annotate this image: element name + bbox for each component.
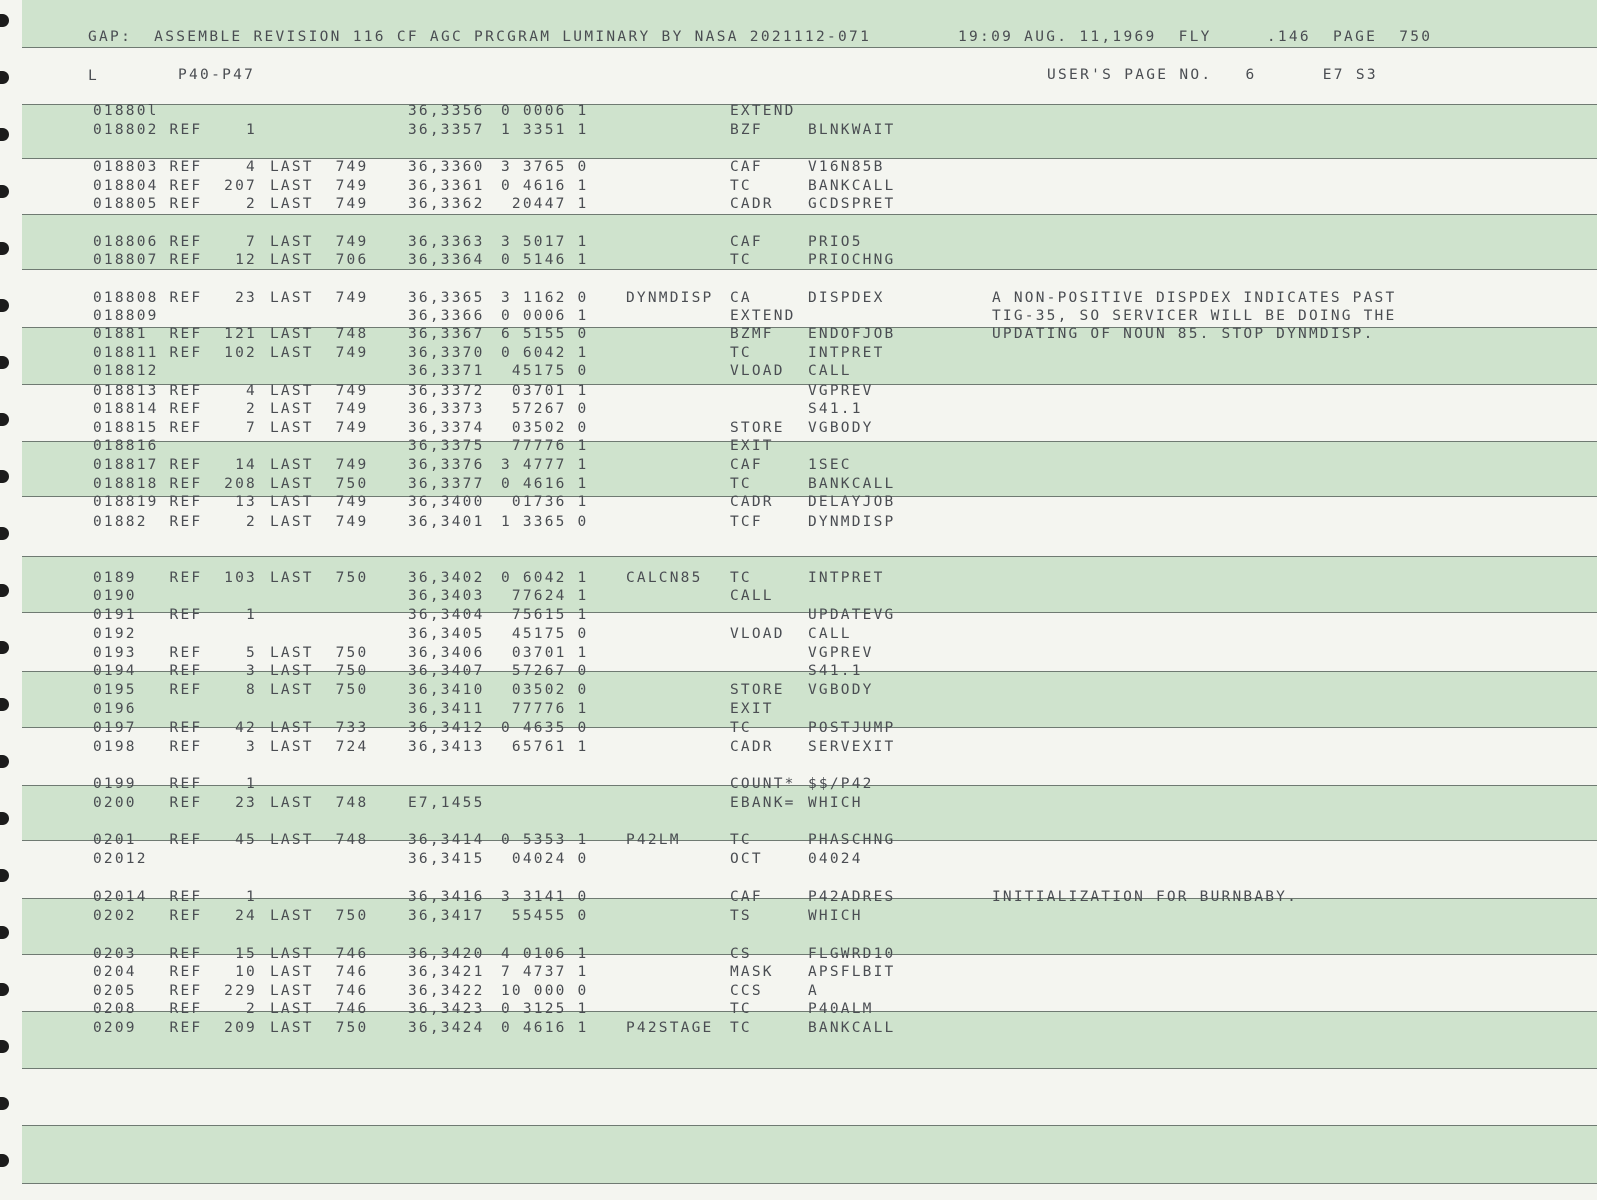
row-opcode: TC <box>730 570 752 586</box>
paper-rule <box>22 214 1597 215</box>
row-opcode: BZF <box>730 122 763 138</box>
row-operand: WHICH <box>808 908 863 924</box>
row-address: 36,3363 <box>408 234 485 250</box>
row-word: 45175 0 <box>501 363 589 379</box>
row-address: 36,3374 <box>408 420 485 436</box>
row-last: LAST 749 <box>270 494 369 510</box>
row-word: 3 3141 0 <box>501 889 589 905</box>
row-id: 018807 REF 12 <box>93 252 257 268</box>
row-address: 36,3372 <box>408 383 485 399</box>
row-opcode: TC <box>730 178 752 194</box>
row-comment: TIG-35, SO SERVICER WILL BE DOING THE <box>992 308 1397 324</box>
listing-row <box>0 946 1597 964</box>
row-opcode: CCS <box>730 983 763 999</box>
listing-row <box>0 514 1597 532</box>
row-address: 36,3423 <box>408 1001 485 1017</box>
row-id: 0201 REF 45 <box>93 832 257 848</box>
row-id: 01880l <box>93 103 159 119</box>
row-operand: P42ADRES <box>808 889 896 905</box>
row-last: LAST 749 <box>270 457 369 473</box>
row-address: 36,3365 <box>408 290 485 306</box>
row-address: 36,3376 <box>408 457 485 473</box>
row-id: 018813 REF 4 <box>93 383 257 399</box>
row-last: LAST 750 <box>270 476 369 492</box>
row-operand: DISPDEX <box>808 290 885 306</box>
row-id: 0199 REF 1 <box>93 776 257 792</box>
header-user-page: USER'S PAGE NO. 6 E7 S3 <box>1047 67 1378 83</box>
row-operand: VGPREV <box>808 383 874 399</box>
row-last: LAST 746 <box>270 946 369 962</box>
row-id: 0200 REF 23 <box>93 795 257 811</box>
page-header-title: GAP: ASSEMBLE REVISION 116 CF AGC PRCGRAM LUMINARY BY NASA 2021112-071 <box>88 29 872 45</box>
listing-row <box>0 252 1597 270</box>
row-word: 10 000 0 <box>501 983 589 999</box>
row-last: LAST 724 <box>270 739 369 755</box>
row-id: 01882 REF 2 <box>93 514 257 530</box>
listing-row <box>0 1020 1597 1038</box>
row-last: LAST 746 <box>270 964 369 980</box>
row-address: 36,3424 <box>408 1020 485 1036</box>
listing-row <box>0 234 1597 252</box>
row-address: 36,3375 <box>408 438 485 454</box>
row-word: 77776 1 <box>501 438 589 454</box>
row-operand: VGBODY <box>808 420 874 436</box>
row-word: 0 4616 1 <box>501 178 589 194</box>
row-id: 018808 REF 23 <box>93 290 257 306</box>
listing-row <box>0 494 1597 512</box>
row-address: 36,3377 <box>408 476 485 492</box>
row-opcode: TC <box>730 832 752 848</box>
row-address: 36,3410 <box>408 682 485 698</box>
listing-row <box>0 720 1597 738</box>
row-address: 36,3367 <box>408 326 485 342</box>
row-address: 36,3361 <box>408 178 485 194</box>
row-last: LAST 749 <box>270 159 369 175</box>
listing-row <box>0 795 1597 813</box>
row-operand: A <box>808 983 819 999</box>
row-comment: A NON-POSITIVE DISPDEX INDICATES PAST <box>992 290 1397 306</box>
row-last: LAST 748 <box>270 326 369 342</box>
row-id: 018814 REF 2 <box>93 401 257 417</box>
row-address: 36,3406 <box>408 645 485 661</box>
row-operand: S41.1 <box>808 401 863 417</box>
listing-row <box>0 701 1597 719</box>
listing-row <box>0 122 1597 140</box>
row-address: 36,3412 <box>408 720 485 736</box>
row-address: 36,3362 <box>408 196 485 212</box>
listing-row <box>0 1001 1597 1019</box>
row-address: 36,3373 <box>408 401 485 417</box>
listing-row <box>0 476 1597 494</box>
row-address: 36,3407 <box>408 663 485 679</box>
row-word: 0 0006 1 <box>501 103 589 119</box>
row-word: 04024 0 <box>501 851 589 867</box>
row-opcode: BZMF <box>730 326 774 342</box>
row-address: 36,3420 <box>408 946 485 962</box>
row-operand: INTPRET <box>808 345 885 361</box>
listing-row <box>0 326 1597 344</box>
row-last: LAST 749 <box>270 420 369 436</box>
listing-row <box>0 457 1597 475</box>
listing-row <box>0 626 1597 644</box>
row-last: LAST 750 <box>270 570 369 586</box>
page-header-datetime: 19:09 AUG. 11,1969 FLY .146 PAGE 750 <box>958 29 1433 45</box>
feed-hole <box>0 1154 9 1167</box>
row-opcode: STORE <box>730 682 785 698</box>
row-comment: UPDATING OF NOUN 85. STOP DYNMDISP. <box>992 326 1375 342</box>
row-operand: CALL <box>808 626 852 642</box>
row-opcode: TS <box>730 908 752 924</box>
row-operand: SERVEXIT <box>808 739 896 755</box>
row-id: 018817 REF 14 <box>93 457 257 473</box>
row-word: 3 3765 0 <box>501 159 589 175</box>
row-operand: BANKCALL <box>808 178 896 194</box>
paper-band <box>22 1125 1597 1183</box>
row-last: LAST 750 <box>270 1020 369 1036</box>
row-word: 75615 1 <box>501 607 589 623</box>
feed-hole <box>0 14 9 27</box>
listing-row <box>0 290 1597 308</box>
row-word: 55455 0 <box>501 908 589 924</box>
row-word: 1 3365 0 <box>501 514 589 530</box>
row-id: 0203 REF 15 <box>93 946 257 962</box>
row-id: 018806 REF 7 <box>93 234 257 250</box>
row-id: 018804 REF 207 <box>93 178 257 194</box>
row-id: 018816 <box>93 438 159 454</box>
listing-row <box>0 851 1597 869</box>
row-opcode: TCF <box>730 514 763 530</box>
row-word: 03701 1 <box>501 645 589 661</box>
row-opcode: EXTEND <box>730 103 796 119</box>
row-operand: DELAYJOB <box>808 494 896 510</box>
paper-rule <box>22 556 1597 557</box>
paper-rule <box>22 1125 1597 1126</box>
feed-hole <box>0 869 9 882</box>
row-last: LAST 749 <box>270 401 369 417</box>
row-address: 36,3360 <box>408 159 485 175</box>
row-id: 01881 REF 121 <box>93 326 257 342</box>
listing-row <box>0 607 1597 625</box>
row-opcode: CADR <box>730 196 774 212</box>
row-operand: P40ALM <box>808 1001 874 1017</box>
row-last: LAST 750 <box>270 682 369 698</box>
row-operand: $$/P42 <box>808 776 874 792</box>
row-operand: PRIO5 <box>808 234 863 250</box>
row-id: 0209 REF 209 <box>93 1020 257 1036</box>
row-address: 36,3357 <box>408 122 485 138</box>
row-address: 36,3370 <box>408 345 485 361</box>
row-operand: PRIOCHNG <box>808 252 896 268</box>
listing-row <box>0 832 1597 850</box>
row-address: 36,3401 <box>408 514 485 530</box>
row-opcode: EXTEND <box>730 308 796 324</box>
row-address: 36,3356 <box>408 103 485 119</box>
row-id: 02012 <box>93 851 148 867</box>
row-last: LAST 750 <box>270 645 369 661</box>
row-word: 0 3125 1 <box>501 1001 589 1017</box>
row-word: 0 4616 1 <box>501 1020 589 1036</box>
row-opcode: EXIT <box>730 438 774 454</box>
row-word: 3 5017 1 <box>501 234 589 250</box>
row-address: 36,3400 <box>408 494 485 510</box>
header-program-range: P40-P47 <box>178 67 256 83</box>
row-address: 36,3417 <box>408 908 485 924</box>
row-opcode: VLOAD <box>730 363 785 379</box>
row-opcode: CALL <box>730 588 774 604</box>
row-operand: BANKCALL <box>808 476 896 492</box>
listing-row <box>0 401 1597 419</box>
row-address: 36,3364 <box>408 252 485 268</box>
row-last: LAST 733 <box>270 720 369 736</box>
row-address: 36,3405 <box>408 626 485 642</box>
row-word: 03502 0 <box>501 420 589 436</box>
listing-row <box>0 588 1597 606</box>
row-address: 36,3421 <box>408 964 485 980</box>
listing-row <box>0 739 1597 757</box>
row-word: 03502 0 <box>501 682 589 698</box>
row-opcode: CADR <box>730 494 774 510</box>
row-word: 0 5353 1 <box>501 832 589 848</box>
listing-row <box>0 196 1597 214</box>
row-operand: VGPREV <box>808 645 874 661</box>
row-id: 018815 REF 7 <box>93 420 257 436</box>
row-id: 018805 REF 2 <box>93 196 257 212</box>
row-operand: PHASCHNG <box>808 832 896 848</box>
listing-row <box>0 964 1597 982</box>
row-id: 0204 REF 10 <box>93 964 257 980</box>
row-word: 0 6042 1 <box>501 570 589 586</box>
row-operand: APSFLBIT <box>808 964 896 980</box>
row-word: 4 0106 1 <box>501 946 589 962</box>
row-opcode: TC <box>730 476 752 492</box>
row-label: DYNMDISP <box>626 290 714 306</box>
row-last: LAST 706 <box>270 252 369 268</box>
row-label: P42LM <box>626 832 681 848</box>
row-last: LAST 749 <box>270 514 369 530</box>
row-id: 018802 REF 1 <box>93 122 257 138</box>
row-word: 57267 0 <box>501 663 589 679</box>
row-operand: 1SEC <box>808 457 852 473</box>
row-operand: POSTJUMP <box>808 720 896 736</box>
row-id: 0197 REF 42 <box>93 720 257 736</box>
row-word: 7 4737 1 <box>501 964 589 980</box>
row-id: 018811 REF 102 <box>93 345 257 361</box>
row-id: 018812 <box>93 363 159 379</box>
listing-row <box>0 383 1597 401</box>
feed-hole <box>0 71 9 84</box>
row-operand: BLNKWAIT <box>808 122 896 138</box>
row-opcode: CADR <box>730 739 774 755</box>
row-operand: FLGWRD10 <box>808 946 896 962</box>
listing-row <box>0 663 1597 681</box>
row-id: 0205 REF 229 <box>93 983 257 999</box>
row-opcode: MASK <box>730 964 774 980</box>
row-word: 57267 0 <box>501 401 589 417</box>
listing-row <box>0 420 1597 438</box>
row-opcode: CA <box>730 290 752 306</box>
row-address: 36,3366 <box>408 308 485 324</box>
row-last: LAST 749 <box>270 290 369 306</box>
row-opcode: EBANK= <box>730 795 796 811</box>
paper-rule <box>22 47 1597 48</box>
row-opcode: TC <box>730 1001 752 1017</box>
row-id: 018809 <box>93 308 159 324</box>
row-address: 36,3403 <box>408 588 485 604</box>
row-word: 0 5146 1 <box>501 252 589 268</box>
row-id: 0194 REF 3 <box>93 663 257 679</box>
row-id: 0193 REF 5 <box>93 645 257 661</box>
row-id: 0196 <box>93 701 137 717</box>
row-last: LAST 749 <box>270 178 369 194</box>
row-word: 65761 1 <box>501 739 589 755</box>
row-operand: UPDATEVG <box>808 607 896 623</box>
listing-row <box>0 159 1597 177</box>
row-label: P42STAGE <box>626 1020 714 1036</box>
row-word: 3 1162 0 <box>501 290 589 306</box>
row-opcode: TC <box>730 720 752 736</box>
row-opcode: TC <box>730 252 752 268</box>
row-comment: INITIALIZATION FOR BURNBABY. <box>992 889 1299 905</box>
row-operand: CALL <box>808 363 852 379</box>
row-operand: ENDOFJOB <box>808 326 896 342</box>
row-id: 0190 <box>93 588 137 604</box>
listing-row <box>0 682 1597 700</box>
row-id: 018803 REF 4 <box>93 159 257 175</box>
row-address: 36,3413 <box>408 739 485 755</box>
row-opcode: CAF <box>730 234 763 250</box>
row-opcode: CAF <box>730 159 763 175</box>
listing-row <box>0 570 1597 588</box>
row-opcode: VLOAD <box>730 626 785 642</box>
row-operand: V16N85B <box>808 159 885 175</box>
row-label: CALCN85 <box>626 570 703 586</box>
row-last: LAST 750 <box>270 663 369 679</box>
row-address: 36,3411 <box>408 701 485 717</box>
listing-row <box>0 363 1597 381</box>
row-address: 36,3414 <box>408 832 485 848</box>
feed-hole <box>0 926 9 939</box>
row-id: 0195 REF 8 <box>93 682 257 698</box>
listing-row <box>0 345 1597 363</box>
row-last: LAST 746 <box>270 1001 369 1017</box>
row-opcode: CAF <box>730 889 763 905</box>
row-operand: S41.1 <box>808 663 863 679</box>
feed-hole <box>0 1040 9 1053</box>
listing-row <box>0 889 1597 907</box>
row-opcode: CAF <box>730 457 763 473</box>
row-opcode: CS <box>730 946 752 962</box>
row-operand: VGBODY <box>808 682 874 698</box>
row-address: 36,3402 <box>408 570 485 586</box>
header-log-marker: L <box>88 68 100 84</box>
row-operand: DYNMDISP <box>808 514 896 530</box>
row-address: 36,3416 <box>408 889 485 905</box>
row-address: 36,3415 <box>408 851 485 867</box>
row-word: 20447 1 <box>501 196 589 212</box>
row-id: 0202 REF 24 <box>93 908 257 924</box>
row-word: 1 3351 1 <box>501 122 589 138</box>
row-id: 018818 REF 208 <box>93 476 257 492</box>
row-opcode: TC <box>730 345 752 361</box>
row-opcode: EXIT <box>730 701 774 717</box>
listing-row <box>0 776 1597 794</box>
listing-row <box>0 645 1597 663</box>
row-address: 36,3422 <box>408 983 485 999</box>
row-operand: BANKCALL <box>808 1020 896 1036</box>
row-last: LAST 749 <box>270 196 369 212</box>
row-opcode: STORE <box>730 420 785 436</box>
row-last: LAST 749 <box>270 383 369 399</box>
row-word: 0 6042 1 <box>501 345 589 361</box>
row-id: 0191 REF 1 <box>93 607 257 623</box>
row-last: LAST 748 <box>270 832 369 848</box>
row-address: 36,3371 <box>408 363 485 379</box>
row-operand: WHICH <box>808 795 863 811</box>
listing-row <box>0 438 1597 456</box>
row-word: 0 4616 1 <box>501 476 589 492</box>
row-address: 36,3404 <box>408 607 485 623</box>
feed-hole <box>0 812 9 825</box>
row-word: 0 4635 0 <box>501 720 589 736</box>
row-word: 3 4777 1 <box>501 457 589 473</box>
row-word: 03701 1 <box>501 383 589 399</box>
row-last: LAST 746 <box>270 983 369 999</box>
row-word: 0 0006 1 <box>501 308 589 324</box>
row-id: 0198 REF 3 <box>93 739 257 755</box>
feed-hole <box>0 1097 9 1110</box>
row-word: 77776 1 <box>501 701 589 717</box>
row-operand: GCDSPRET <box>808 196 896 212</box>
row-id: 0208 REF 2 <box>93 1001 257 1017</box>
row-id: 018819 REF 13 <box>93 494 257 510</box>
row-word: 45175 0 <box>501 626 589 642</box>
listing-row <box>0 178 1597 196</box>
row-last: LAST 750 <box>270 908 369 924</box>
row-id: 0192 <box>93 626 137 642</box>
row-last: LAST 748 <box>270 795 369 811</box>
row-last: LAST 749 <box>270 234 369 250</box>
row-word: 77624 1 <box>501 588 589 604</box>
row-opcode: OCT <box>730 851 763 867</box>
paper-rule <box>22 1183 1597 1184</box>
row-id: 0189 REF 103 <box>93 570 257 586</box>
row-last: LAST 749 <box>270 345 369 361</box>
row-word: 6 5155 0 <box>501 326 589 342</box>
paper-rule <box>22 1068 1597 1069</box>
listing-row <box>0 308 1597 326</box>
listing-row <box>0 983 1597 1001</box>
row-operand: 04024 <box>808 851 863 867</box>
row-opcode: TC <box>730 1020 752 1036</box>
listing-row <box>0 103 1597 121</box>
listing-row <box>0 908 1597 926</box>
row-address: E7,1455 <box>408 795 485 811</box>
row-opcode: COUNT* <box>730 776 796 792</box>
row-word: 01736 1 <box>501 494 589 510</box>
row-id: 02014 REF 1 <box>93 889 257 905</box>
row-operand: INTPRET <box>808 570 885 586</box>
